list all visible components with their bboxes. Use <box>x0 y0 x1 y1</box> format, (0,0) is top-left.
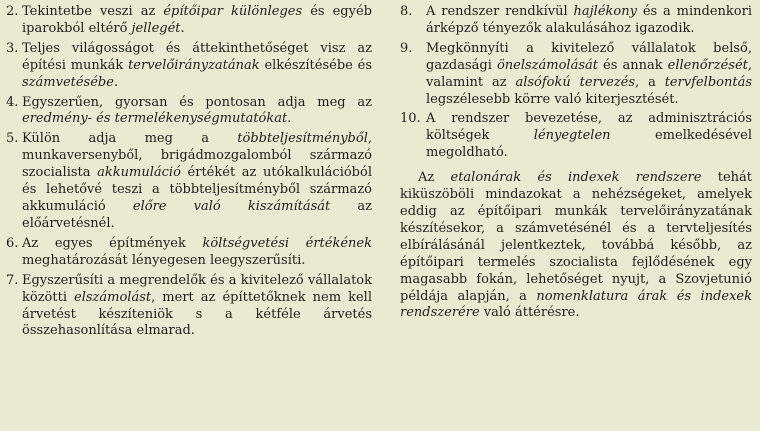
italic-text: építőipar különleges <box>163 4 303 20</box>
item-text <box>6 236 372 270</box>
list-item <box>400 4 752 38</box>
text-run: és annak <box>597 57 668 73</box>
item-text <box>6 273 372 341</box>
item-text <box>400 41 752 109</box>
item-number: 4. <box>6 94 19 110</box>
italic-text: önelszámolását <box>496 57 598 73</box>
text-run: Az <box>418 170 451 186</box>
text-run: , mert az építtetőknek nem kell árvetést készíteniök s a kétféle árvetés összehasonlítása elmarad. <box>22 289 372 339</box>
item-number: 10. <box>400 111 421 127</box>
italic-text: költségvetési értékének <box>202 235 372 251</box>
text-run: A rendszer rendkívül <box>426 4 574 20</box>
item-text <box>6 4 372 38</box>
text-run: emelkedésével megoldható. <box>426 128 752 161</box>
text-run: legszélesebb körre való kiterjesztését. <box>426 91 679 107</box>
text-run: elkészítésébe és <box>259 57 372 73</box>
text-run: Teljes világosságot és áttekinthetőséget visz az építési munkák <box>22 40 372 73</box>
italic-text: jellegét <box>131 20 181 36</box>
right-column <box>400 4 752 322</box>
list-item <box>6 95 372 129</box>
text-run: . <box>180 20 185 36</box>
italic-text: nomenklatura árak és indexek rendszerére <box>400 288 752 321</box>
list-item <box>400 111 752 162</box>
text-run: az előárvetésnél. <box>22 199 373 231</box>
italic-text: elszámolást <box>74 289 152 305</box>
text-run: Megkönnyíti a kivitelező vállalatok belső, gazdasági <box>426 40 752 73</box>
text-run: és a mindenkori árképző tényezők alakulásához igazodik. <box>426 4 752 36</box>
text-run: , munkaversenyből, brigádmozgalomból származó szocialista <box>22 131 372 181</box>
list-item <box>6 236 372 270</box>
text-run: , valamint az <box>426 57 753 90</box>
italic-text: lényegtelen <box>533 128 611 144</box>
text-run: , a <box>635 74 665 90</box>
text-run: való áttérésre. <box>479 305 580 321</box>
item-text <box>6 131 372 232</box>
italic-text: tervelőirányzatának <box>128 57 260 73</box>
text-run: Egyszerűsíti a megrendelők és a kivitelező vállalatok közötti <box>22 272 372 305</box>
italic-text: eredmény- és termelékenységmutatókat <box>22 111 288 127</box>
item-number: 3. <box>6 40 19 56</box>
item-text <box>400 111 752 162</box>
left-column <box>6 4 372 343</box>
italic-text: ellenőrzését <box>667 57 748 73</box>
list-item <box>6 4 372 38</box>
item-text <box>400 4 752 38</box>
italic-text: előre való kiszámítását <box>132 199 331 215</box>
item-number: 2. <box>6 4 19 19</box>
italic-text: többteljesítményből <box>237 131 368 147</box>
text-run: Egyszerűen, gyorsan és pontosan adja meg az <box>22 94 372 110</box>
text-run: A rendszer bevezetése, az adminisztrációs költségek <box>426 111 752 144</box>
text-run: értékét az utókalkulációból és lehetővé teszi a többteljesítményből származó akkumuláció <box>22 165 372 215</box>
item-text <box>6 41 372 92</box>
list-item <box>400 41 752 109</box>
list-item <box>6 41 372 92</box>
item-number: 7. <box>6 272 19 288</box>
italic-text: hajlékony <box>573 4 637 20</box>
text-run: és egyéb iparokból eltérő <box>22 4 372 36</box>
text-run: meghatározását lényegesen leegyszerűsíti. <box>22 252 306 268</box>
text-run: . <box>113 74 119 90</box>
item-number: 6. <box>6 235 19 251</box>
italic-text: etalonárak és indexek rendszere <box>450 170 702 186</box>
text-run: Az egyes építmények <box>22 235 203 251</box>
italic-text: számvetésébe <box>22 74 114 90</box>
italic-text: akkumuláció <box>97 165 181 181</box>
summary-paragraph <box>400 170 752 322</box>
item-text <box>6 95 372 129</box>
italic-text: tervfelbontás <box>664 74 753 90</box>
text-run: Külön adja meg a <box>22 131 238 147</box>
text-run: tehát kiküszöböli mindazokat a nehézségeket, amelyek eddig az építőipari munkák tervelőirányzatának készítésekor, a számvetésénél és a tervteljesítés elbírálásánál jelentkeztek, továbbá később, az építőipari termelés szocialista fejlődésének egy magasabb fokán, lehetőséget nyujt, a Szovjetunió példája alapján, a <box>400 170 752 304</box>
list-item <box>6 131 372 232</box>
text-run: Tekintetbe veszi az <box>22 4 164 20</box>
item-number: 8. <box>400 4 413 19</box>
text-run: . <box>287 111 292 127</box>
italic-text: alsófokú tervezés <box>515 74 636 90</box>
item-number: 5. <box>6 131 19 147</box>
list-item <box>6 273 372 341</box>
item-number: 9. <box>400 40 413 56</box>
